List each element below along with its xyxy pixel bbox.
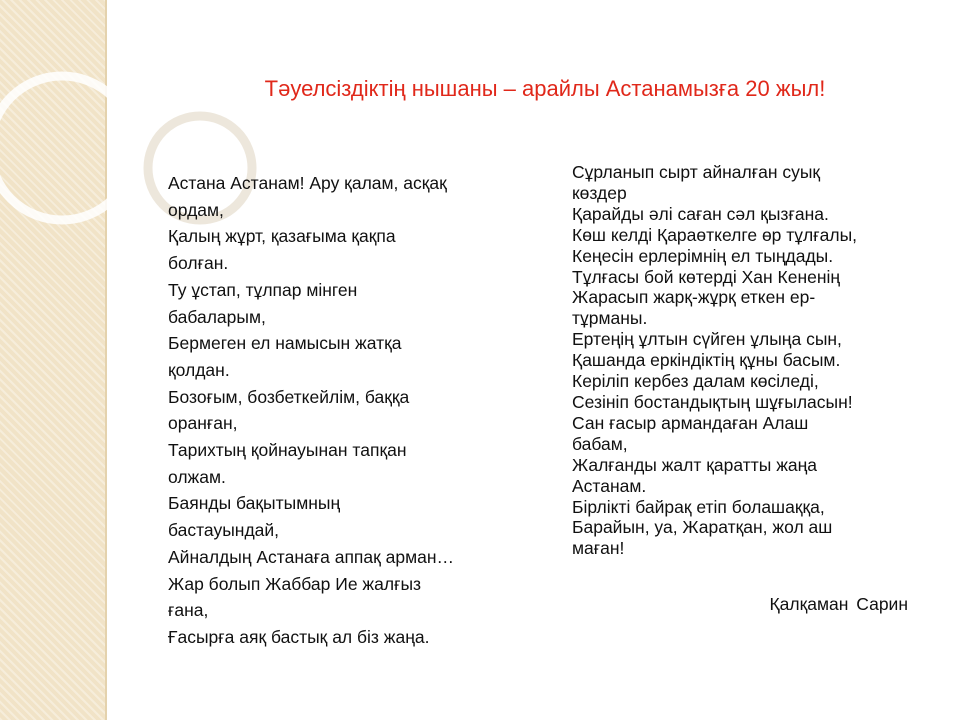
poem-line: бабаларым,: [168, 306, 266, 327]
poem-line: Сезініп бостандықтың шұғыласын!: [572, 391, 853, 412]
poem-line: тұрманы.: [572, 308, 648, 329]
poem-line: Тарихтың қойнауынан тапқан: [168, 440, 407, 461]
poem-line: Ғасырға аяқ бастық ал біз жаңа.: [168, 626, 430, 647]
poem-line: көздер: [572, 182, 627, 203]
poem-line: қолдан.: [168, 359, 230, 380]
poem-left-column: [168, 170, 528, 651]
poem-author: Қалқаман Сарин: [769, 594, 908, 614]
poem-line: Айналдың Астанаға аппақ арман…: [168, 546, 455, 567]
poem-line: Көш келді Қараөткелге өр тұлғалы,: [572, 224, 858, 245]
poem-line: Ертеңің ұлтын сүйген ұлыңа сын,: [572, 329, 842, 350]
poem-line: Жарасып жарқ-жұрқ еткен ер-: [572, 287, 816, 308]
poem-line: Тұлғасы бой көтерді Хан Кененің: [572, 266, 841, 287]
poem-line: Жар болып Жаббар Ие жалғыз: [168, 573, 422, 594]
poem-line: Бозоғым, бозбеткейлім, баққа: [168, 386, 410, 407]
poem-line: Барайын, уа, Жаратқан, жол аш: [572, 517, 833, 538]
poem-line: ғана,: [168, 600, 209, 621]
poem-line: бабам,: [572, 433, 628, 454]
slide-title: Тәуелсіздіктің нышаны – арайлы Астанамызға 20 жыл!: [264, 76, 826, 101]
poem-line: Сан ғасыр армандаған Алаш: [572, 412, 809, 433]
poem-line: Баянды бақытымның: [168, 493, 341, 514]
poem-right-column: [572, 162, 952, 559]
poem-line: оранған,: [168, 413, 238, 434]
poem-line: Ту ұстап, тұлпар мінген: [168, 279, 358, 300]
poem-line: Астанам.: [572, 475, 647, 496]
poem-line: маған!: [572, 538, 625, 559]
poem-line: Астана Астанам! Ару қалам, асқақ: [168, 173, 447, 193]
poem-line: Бірлікті байрақ етіп болашаққа,: [572, 496, 825, 517]
poem-line: Бермеген ел намысын жатқа: [168, 333, 402, 354]
poem-line: Қашанда еркіндіктің құны басым.: [572, 350, 841, 371]
poem-line: олжам.: [168, 466, 226, 487]
poem-line: Сұрланып сырт айналған суық: [572, 162, 821, 182]
poem-line: ордам,: [168, 199, 224, 220]
poem-line: болған.: [168, 253, 229, 274]
poem-line: Жалғанды жалт қаратты жаңа: [572, 454, 818, 475]
poem-line: бастауындай,: [168, 520, 280, 541]
poem-line: Кеңесін ерлерімнің ел тыңдады.: [572, 245, 834, 266]
poem-line: Қалың жұрт, қазағыма қақпа: [168, 226, 396, 247]
poem-line: Қарайды әлі саған сәл қызғана.: [572, 203, 829, 224]
poem-line: Керіліп кербез далам көсіледі,: [572, 371, 819, 392]
